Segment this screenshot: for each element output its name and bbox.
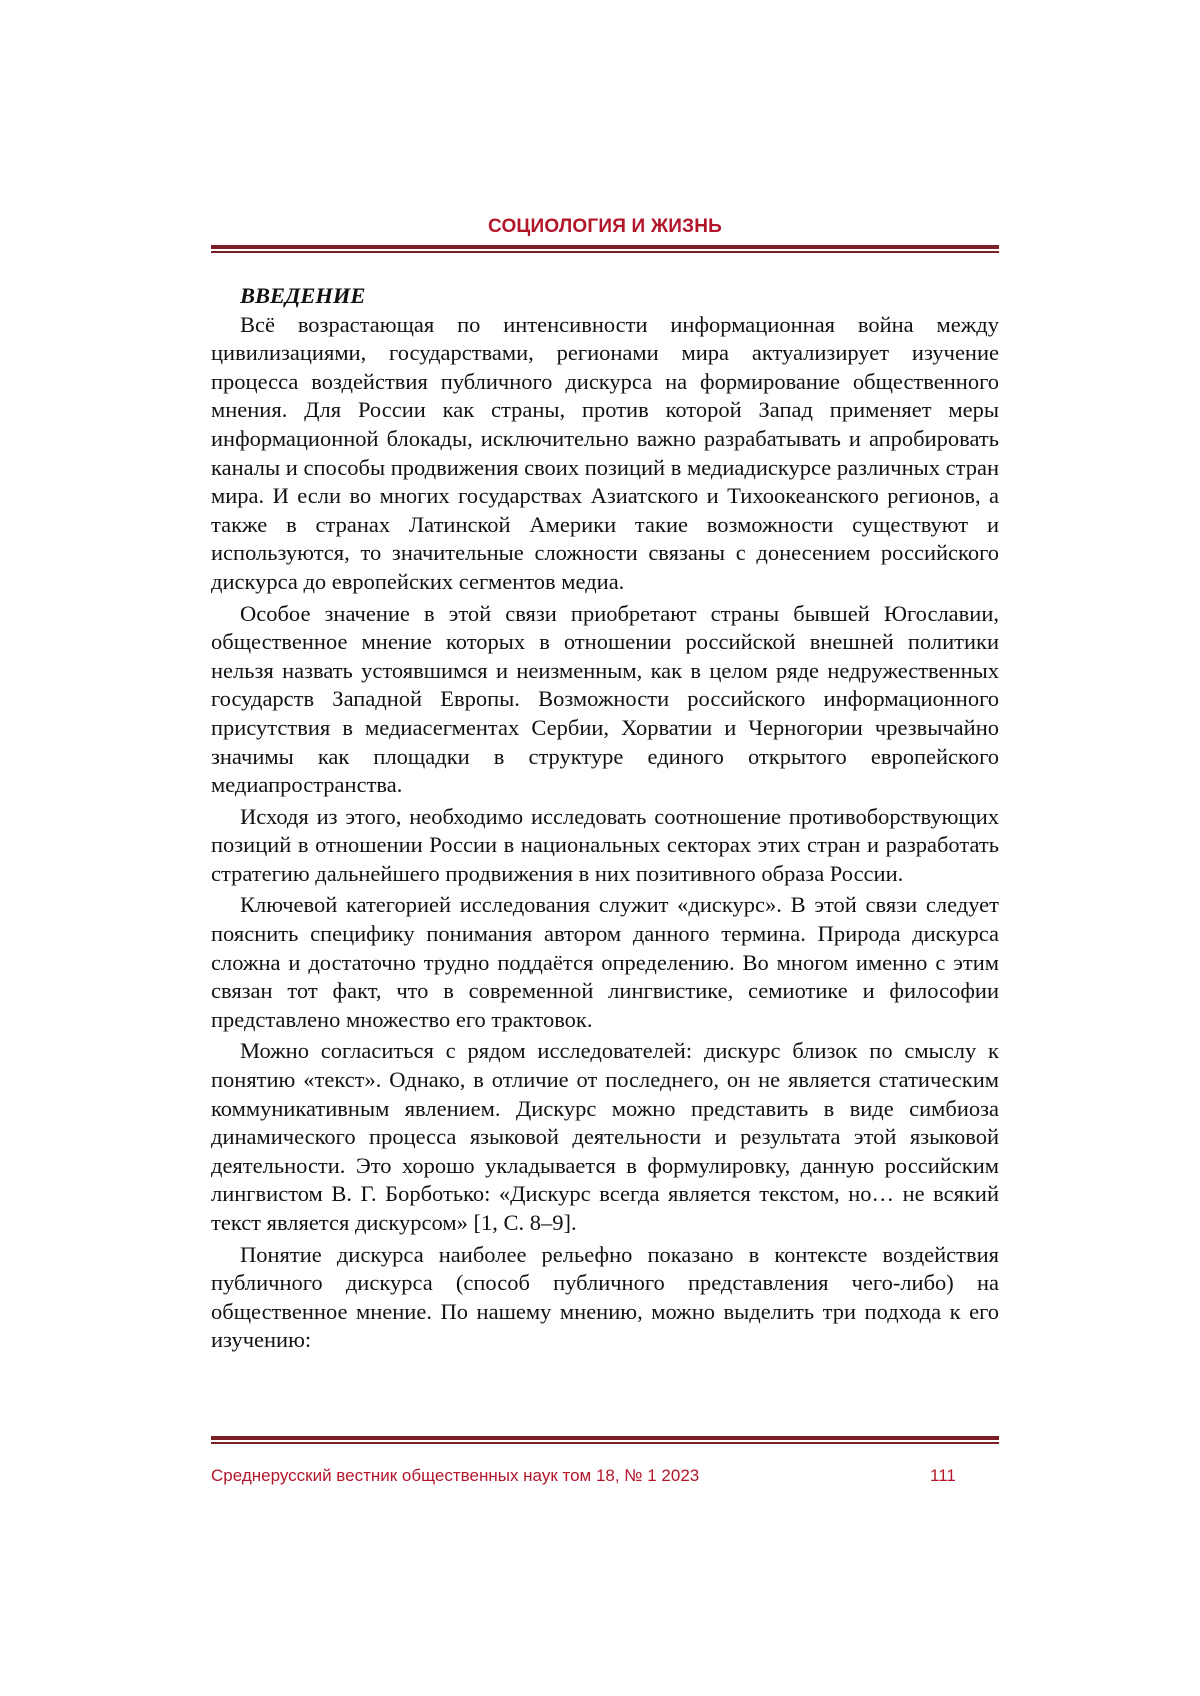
- paragraph-3: Исходя из этого, необходимо исследовать соотношение противоборствующих позиций в отношении России в национальных секторах этих стран и разработать стратегию дальнейшего продвижения в них позитивного образа России.: [211, 803, 999, 886]
- article-body: [211, 282, 999, 1358]
- paragraph-1: Всё возрастающая по интенсивности информационная война между цивилизациями, государствами, регионами мира актуализирует изучение процесса воздействия публичного дискурса на формирование общественного мнения. Для России как страны, против которой Запад применяет меры информационной блокады, исключительно важно разрабатывать и апробировать каналы и способы продвижения своих позиций в медиадискурсе различных стран мира. И если во многих государствах Азиатского и Тихоокеанского регионов, а также в странах Латинской Америки такие возможности существуют и используются, то значительные сложности связаны с донесением российского дискурса до европейских сегментов медиа.: [211, 311, 999, 594]
- page-number: 111: [930, 1466, 956, 1485]
- paragraph-5: Можно согласиться с рядом исследователей: дискурс близок по смыслу к понятию «текст». Однако, в отличие от последнего, он не является статическим коммуникативным явлением. Дискурс можно представить в виде симбиоза динамического процесса языковой деятельности и результата этой языковой деятельности. Это хорошо укладывается в формулировку, данную российским лингвистом В. Г. Борботько: «Дискурс всегда является текстом, но… не всякий текст является дискурсом» [1, С. 8–9].: [211, 1038, 999, 1235]
- header-rule: [211, 245, 999, 253]
- paragraph-2: Особое значение в этой связи приобретают страны бывшей Югославии, общественное мнение которых в отношении российской внешней политики нельзя назвать устоявшимся и неизменным, как в целом ряде недружественных государств Западной Европы. Возможности российского информационного присутствия в медиасегментах Сербии, Хорватии и Черногории чрезвычайно значимы как площадки в структуре единого открытого европейского медиапространства.: [211, 600, 999, 798]
- section-heading: ВВЕДЕНИЕ: [240, 283, 366, 308]
- footer-rule: [211, 1436, 999, 1444]
- paragraph-6: Понятие дискурса наиболее рельефно показано в контексте воздействия публичного дискурса (способ публичного представления чего-либо) на общественное мнение. По нашему мнению, можно выделить три подхода к его изучению:: [211, 1241, 999, 1353]
- paragraph-4: Ключевой категорией исследования служит «дискурс». В этой связи следует пояснить специфику понимания автором данного термина. Природа дискурса сложна и достаточно трудно поддаётся определению. Во многом именно с этим связан тот факт, что в современной лингвистике, семиотике и философии представлено множество его трактовок.: [211, 892, 999, 1032]
- running-title: СОЦИОЛОГИЯ И ЖИЗНЬ: [488, 216, 722, 237]
- journal-citation: Среднерусский вестник общественных наук том 18, № 1 2023: [211, 1466, 700, 1485]
